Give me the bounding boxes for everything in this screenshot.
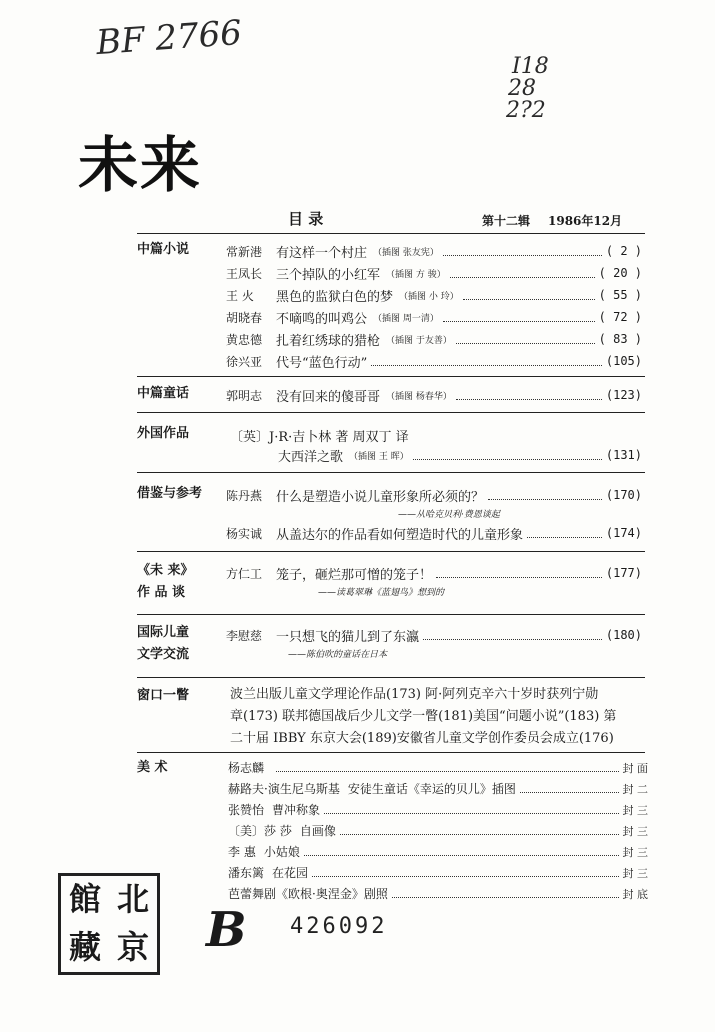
toc-entry[interactable] xyxy=(226,384,642,406)
art-title: 在花园 xyxy=(272,866,309,880)
toc-entry[interactable] xyxy=(226,484,642,506)
entry-author: 王凤长 xyxy=(226,266,263,281)
toc-entry[interactable] xyxy=(226,624,642,646)
divider xyxy=(137,752,645,753)
leader-dots xyxy=(443,313,595,322)
leader-dots xyxy=(527,529,602,538)
art-author: 李 惠 xyxy=(228,845,256,859)
divider xyxy=(137,233,645,234)
section-label-window: 窗口一瞥 xyxy=(137,688,190,703)
toc-entry[interactable] xyxy=(226,284,642,306)
window-line: 二十届 IBBY 东京大会(189)安徽省儿童文学创作委员会成立(176) xyxy=(230,731,614,746)
handwritten-code-line: 28 xyxy=(508,76,536,101)
entry-author: 常新港 xyxy=(226,244,263,259)
entry-title: 从盖达尔的作品看如何塑造时代的儿童形象 xyxy=(276,527,524,543)
entry-page: (131) xyxy=(605,448,642,462)
art-entry[interactable] xyxy=(228,841,648,862)
entry-page: (170) xyxy=(605,488,642,502)
entry-title: 黑色的监狱白色的梦 xyxy=(276,289,394,305)
entry-illustrator: （插图 小 玲） xyxy=(399,291,459,302)
entry-title: 代号“蓝色行动” xyxy=(276,355,368,371)
art-author: 〔美〕莎 莎 xyxy=(228,824,292,838)
art-title: 芭蕾舞剧《欧根·奥涅金》剧照 xyxy=(228,887,388,901)
window-line: 章(173) 联邦德国战后少儿文学一瞥(181)美国“问题小说”(183) 第 xyxy=(230,709,617,724)
stamp-char: 藏 xyxy=(68,928,101,966)
toc-entry[interactable] xyxy=(226,306,642,328)
entry-title: 一只想飞的猫儿到了东瀛 xyxy=(276,629,420,645)
entry-page: (177) xyxy=(605,566,642,580)
entry-illustrator: （插图 方 骏） xyxy=(386,269,446,280)
art-title: 安徒生童话《幸运的贝儿》插图 xyxy=(347,782,516,796)
window-paragraph xyxy=(230,684,642,750)
section-label-reference: 借鉴与参考 xyxy=(137,486,203,501)
divider xyxy=(137,614,645,615)
stamp-char: 館 xyxy=(68,880,101,918)
leader-dots xyxy=(392,889,619,898)
divider xyxy=(137,551,645,552)
art-location: 封 三 xyxy=(622,824,648,838)
leader-dots xyxy=(324,805,618,814)
art-author: 赫路夫·演生尼乌斯基 xyxy=(228,782,340,796)
handwritten-call-number: BF 2766 xyxy=(94,12,244,64)
leader-dots xyxy=(371,357,602,366)
handwritten-code xyxy=(506,54,549,123)
section-label-fairy-tale: 中篇童话 xyxy=(137,386,190,401)
entry-author: 李慰慈 xyxy=(226,628,263,643)
art-author: 张赞怡 xyxy=(228,803,265,817)
entry-page: ( 2 ) xyxy=(605,244,642,258)
art-title: 曹冲称象 xyxy=(272,803,321,817)
art-author: 潘东篱 xyxy=(228,866,265,880)
entry-title: 三个掉队的小红军 xyxy=(276,267,381,283)
handwritten-code-line: I18 xyxy=(512,54,549,79)
section-label-foreign: 外国作品 xyxy=(137,426,190,441)
entry-title: 不嘀鸣的叫鸡公 xyxy=(276,311,368,327)
toc-entry[interactable] xyxy=(226,522,642,544)
issue-date: 1986年12月 xyxy=(548,214,623,228)
entry-author: 陈丹燕 xyxy=(226,488,263,503)
section-label-works-talk xyxy=(137,560,194,604)
leader-dots xyxy=(450,269,595,278)
section-label-novella: 中篇小说 xyxy=(137,242,190,257)
entry-subtitle: ——读葛翠琳《蓝翅鸟》想到的 xyxy=(318,588,445,598)
leader-dots xyxy=(304,847,619,856)
entry-page: (105) xyxy=(605,354,642,368)
stamp-char: 北 xyxy=(116,880,149,918)
section-label-line: 国际儿童 xyxy=(137,625,190,640)
entry-title: 大西洋之歌 xyxy=(278,449,344,465)
art-entry[interactable] xyxy=(228,862,648,883)
entry-page: ( 55 ) xyxy=(598,288,642,302)
entry-illustrator: （插图 张友宪） xyxy=(373,247,439,258)
entry-page: ( 72 ) xyxy=(598,310,642,324)
leader-dots xyxy=(340,826,619,835)
entry-title: 有这样一个村庄 xyxy=(276,245,368,261)
art-title: 小姑娘 xyxy=(263,845,300,859)
entry-title: 什么是塑造小说儿童形象所必须的？ xyxy=(276,489,485,505)
toc-heading: 目 录 xyxy=(288,210,324,228)
entry-page: ( 83 ) xyxy=(598,332,642,346)
magazine-title: 未来 xyxy=(78,131,202,201)
divider xyxy=(137,472,645,473)
leader-dots xyxy=(436,569,602,578)
stamp-char: 京 xyxy=(116,928,149,966)
entry-illustrator: （插图 周一清） xyxy=(373,313,439,324)
section-label-line: 作 品 谈 xyxy=(137,585,186,600)
entry-page: (180) xyxy=(605,628,642,642)
handwritten-code-line: 2?2 xyxy=(506,98,546,123)
entry-author: 胡晓春 xyxy=(226,310,263,325)
leader-dots xyxy=(456,391,602,400)
entry-subtitle: ——从哈克贝利·费恩谈起 xyxy=(398,510,500,520)
window-line: 波兰出版儿童文学理论作品(173) 阿·阿列克辛六十岁时获列宁勋 xyxy=(230,687,599,702)
entry-title: 笼子，砸烂那可憎的笼子！ xyxy=(276,567,433,583)
divider xyxy=(137,376,645,377)
entry-author: 郭明志 xyxy=(226,388,263,403)
art-location: 封 三 xyxy=(622,803,648,817)
leader-dots xyxy=(423,631,602,640)
entry-page: (174) xyxy=(605,526,642,540)
entry-illustrator: （插图 王 晖） xyxy=(349,451,409,462)
entry-author: 杨实诚 xyxy=(226,526,263,541)
art-entry[interactable] xyxy=(228,757,648,778)
section-label-line: 《未 来》 xyxy=(137,563,194,578)
entry-author: 黄忠德 xyxy=(226,332,263,347)
entry-page: (123) xyxy=(605,388,642,402)
section-label-art: 美 术 xyxy=(137,760,168,775)
entry-illustrator: （插图 杨春华） xyxy=(386,391,452,402)
leader-dots xyxy=(463,291,595,300)
art-entry[interactable] xyxy=(228,820,648,841)
art-entry[interactable] xyxy=(228,883,648,904)
art-location: 封 三 xyxy=(622,866,648,880)
toc-entry[interactable] xyxy=(226,328,642,350)
foreign-credit-line: 〔英〕J·R·吉卜林 著 周双丁 译 xyxy=(230,430,409,445)
issue-number: 第十二辑 xyxy=(482,214,531,228)
entry-page: ( 20 ) xyxy=(598,266,642,280)
art-location: 封 底 xyxy=(622,887,648,901)
leader-dots xyxy=(312,868,618,877)
entry-title: 扎着红绣球的猎枪 xyxy=(276,333,381,349)
toc-entry[interactable] xyxy=(226,262,642,284)
stamp-letter: B xyxy=(206,902,247,958)
art-entry[interactable] xyxy=(228,799,648,820)
entry-subtitle: ——陈伯吹的童话在日本 xyxy=(288,650,388,660)
art-entry[interactable] xyxy=(228,778,648,799)
library-stamp xyxy=(58,873,160,975)
entry-author: 王 火 xyxy=(226,288,254,303)
leader-dots xyxy=(443,247,602,256)
entry-author: 方仁工 xyxy=(226,566,263,581)
leader-dots xyxy=(520,784,619,793)
art-location: 封 三 xyxy=(622,845,648,859)
toc-entry[interactable] xyxy=(226,562,642,584)
art-location: 封 二 xyxy=(622,782,648,796)
entry-title: 没有回来的傻哥哥 xyxy=(276,389,381,405)
art-author: 杨志麟 xyxy=(228,761,265,775)
stamp-number: 426092 xyxy=(290,914,388,939)
leader-dots xyxy=(276,763,618,772)
divider xyxy=(137,677,645,678)
toc-entry[interactable] xyxy=(226,350,642,372)
section-label-international xyxy=(137,622,189,666)
art-title: 自画像 xyxy=(299,824,336,838)
entry-illustrator: （插图 于友善） xyxy=(386,335,452,346)
entry-author: 徐兴亚 xyxy=(226,354,263,369)
divider xyxy=(137,412,645,413)
leader-dots xyxy=(413,451,602,460)
leader-dots xyxy=(456,335,595,344)
toc-entry[interactable] xyxy=(278,444,642,466)
art-location: 封 面 xyxy=(622,761,648,775)
toc-entry[interactable] xyxy=(226,240,642,262)
section-label-line: 文学交流 xyxy=(137,647,190,662)
leader-dots xyxy=(488,491,602,500)
